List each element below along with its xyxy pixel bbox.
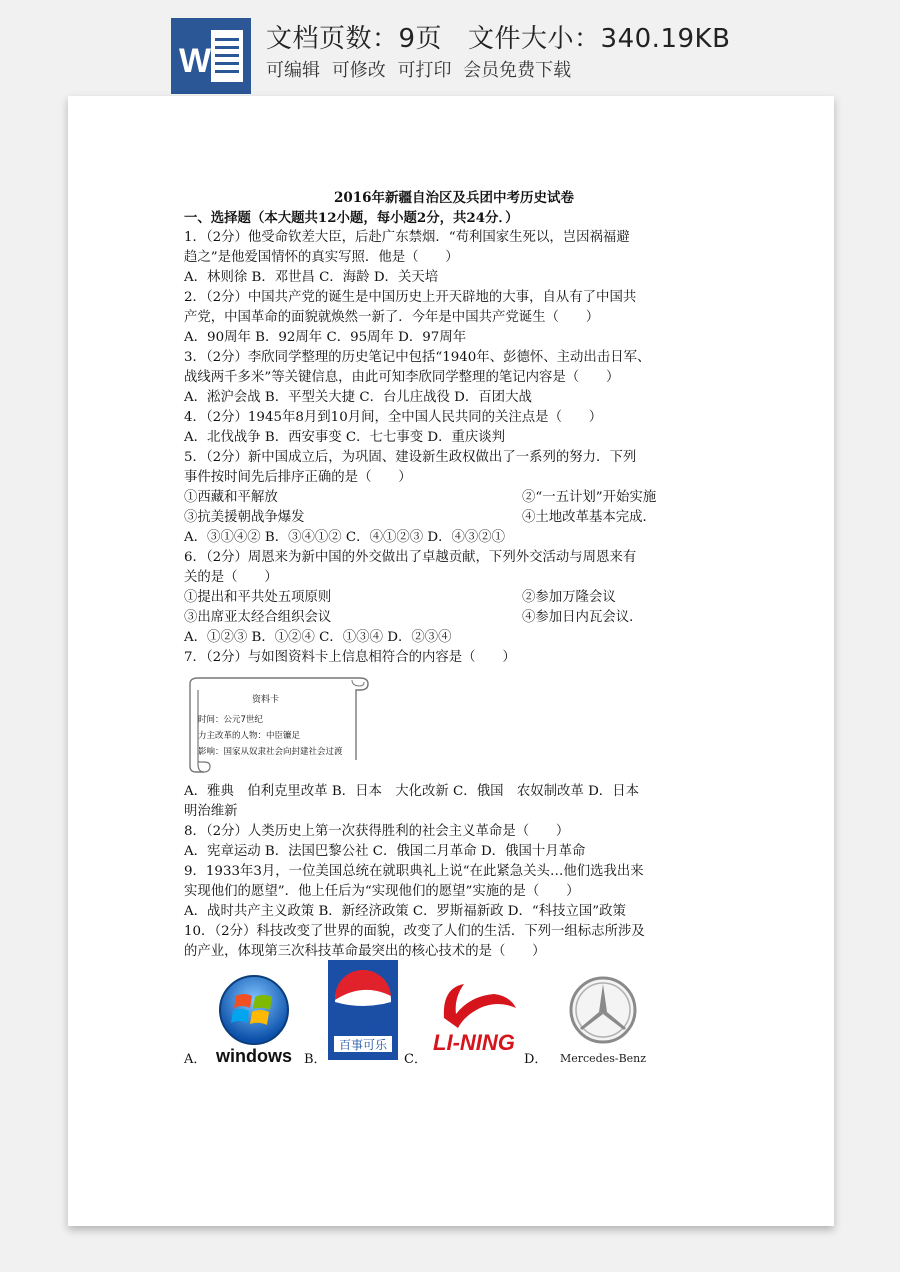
- list-item: ③出席亚太经合组织会议: [184, 610, 332, 625]
- question-text: 9．1933年3月，一位美国总统在就职典礼上说“在此紧急关头…他们选我出来: [184, 864, 644, 879]
- question-text: 6．（2分）周恩来为新中国的外交做出了卓越贡献，下列外交活动与周恩来有: [184, 550, 637, 565]
- list-item: ①西藏和平解放: [184, 490, 278, 505]
- card-line: 影响：国家从奴隶社会向封建社会过渡: [198, 747, 343, 757]
- document-page: [68, 96, 834, 1226]
- windows-logo-icon: [206, 974, 302, 1066]
- question-options: 明治维新: [184, 804, 238, 819]
- question-options: A．90周年 B．92周年 C．95周年 D．97周年: [184, 330, 467, 345]
- option-label: A．: [184, 1052, 207, 1067]
- question-options: A．③①④② B．③④①② C．④①②③ D．④③②①: [184, 530, 506, 545]
- section-heading: 一、选择题（本大题共12小题，每小题2分，共24分．）: [184, 210, 519, 226]
- question-text: 5．（2分）新中国成立后，为巩固、建设新生政权做出了一系列的努力．下列: [184, 450, 637, 465]
- logo-options: [184, 968, 724, 1078]
- word-document-icon: [171, 18, 251, 94]
- question-text: 4．（2分）1945年8月到10月间，全中国人民共同的关注点是（ ）: [184, 410, 603, 425]
- question-options: A．淞沪会战 B．平型关大捷 C．台儿庄战役 D．百团大战: [184, 390, 532, 405]
- pepsi-logo-icon: [328, 960, 398, 1060]
- question-text: 趋之”是他爱国情怀的真实写照．他是（ ）: [184, 250, 459, 265]
- option-label: B．: [304, 1052, 327, 1067]
- lining-logo-icon: [424, 978, 524, 1058]
- list-item: ③抗美援朝战争爆发: [184, 510, 305, 525]
- question-text: 1．（2分）他受命钦差大臣，后赴广东禁烟．“苟利国家生死以，岂因祸福避: [184, 230, 630, 245]
- question-text: 实现他们的愿望”．他上任后为“实现他们的愿望”实施的是（ ）: [184, 884, 580, 899]
- question-text: 8．（2分）人类历史上第一次获得胜利的社会主义革命是（ ）: [184, 824, 570, 839]
- list-item: ④土地改革基本完成．: [522, 510, 656, 525]
- windows-wordmark: windows: [216, 1046, 292, 1066]
- doc-meta-title: [266, 18, 730, 55]
- question-options: A．林则徐 B．邓世昌 C．海龄 D．关天培: [184, 270, 439, 285]
- card-title: 资料卡: [252, 695, 280, 705]
- lining-wordmark: LI-NING: [433, 1030, 515, 1055]
- question-text: 战线两千多米”等关键信息，由此可知李欣同学整理的笔记内容是（ ）: [184, 370, 620, 385]
- question-text: 事件按时间先后排序正确的是（ ）: [184, 470, 412, 485]
- item-row: [184, 488, 724, 508]
- question-options: A．战时共产主义政策 B．新经济政策 C．罗斯福新政 D．“科技立国”政策: [184, 904, 626, 919]
- mercedes-wordmark: Mercedes-Benz: [559, 1052, 647, 1065]
- resource-card: [184, 676, 370, 774]
- question-text: 产党，中国革命的面貌就焕然一新了．今年是中国共产党诞生（ ）: [184, 310, 600, 325]
- question-text: 关的是（ ）: [184, 570, 278, 585]
- item-row: [184, 508, 724, 528]
- question-options: A．北伐战争 B．西安事变 C．七七事变 D．重庆谈判: [184, 430, 506, 445]
- option-label: D．: [524, 1052, 548, 1067]
- list-item: ②“一五计划”开始实施: [522, 490, 657, 505]
- exam-content: [184, 188, 724, 1078]
- item-row: [184, 608, 724, 628]
- download-header: [0, 0, 900, 100]
- list-item: ④参加日内瓦会议．: [522, 610, 643, 625]
- pepsi-wordmark: 百事可乐: [338, 1038, 388, 1052]
- question-text: 7．（2分）与如图资料卡上信息相符合的内容是（ ）: [184, 650, 516, 665]
- file-size: 文件大小：340.19KB: [468, 24, 731, 54]
- question-options: A．宪章运动 B．法国巴黎公社 C．俄国二月革命 D．俄国十月革命: [184, 844, 586, 859]
- question-text: 2．（2分）中国共产党的诞生是中国历史上开天辟地的大事，自从有了中国共: [184, 290, 637, 305]
- mercedes-logo-icon: [548, 974, 658, 1068]
- list-item: ①提出和平共处五项原则: [184, 590, 332, 605]
- option-label: C．: [404, 1052, 427, 1067]
- feature-list: 可编辑 可修改 可打印 会员免费下载: [266, 60, 572, 81]
- card-line: 时间：公元7世纪: [198, 715, 263, 725]
- list-item: ②参加万隆会议: [522, 590, 616, 605]
- card-line: 力主改革的人物：中臣镰足: [198, 731, 301, 741]
- page-count: 文档页数：9页: [266, 24, 443, 54]
- question-text: 的产业，体现第三次科技革命最突出的核心技术的是（ ）: [184, 944, 546, 959]
- question-text: 3．（2分）李欣同学整理的历史笔记中包括“1940年、彭德怀、主动出击日军、: [184, 350, 651, 365]
- item-row: [184, 588, 724, 608]
- exam-title: 2016年新疆自治区及兵团中考历史试卷: [333, 190, 575, 206]
- question-options: A．雅典 伯利克里改革 B．日本 大化改新 C．俄国 农奴制改革 D．日本: [184, 784, 639, 799]
- question-options: A．①②③ B．①②④ C．①③④ D．②③④: [184, 630, 452, 645]
- question-text: 10．（2分）科技改变了世界的面貌，改变了人们的生活．下列一组标志所涉及: [184, 924, 645, 939]
- word-icon-letter: W: [179, 42, 212, 80]
